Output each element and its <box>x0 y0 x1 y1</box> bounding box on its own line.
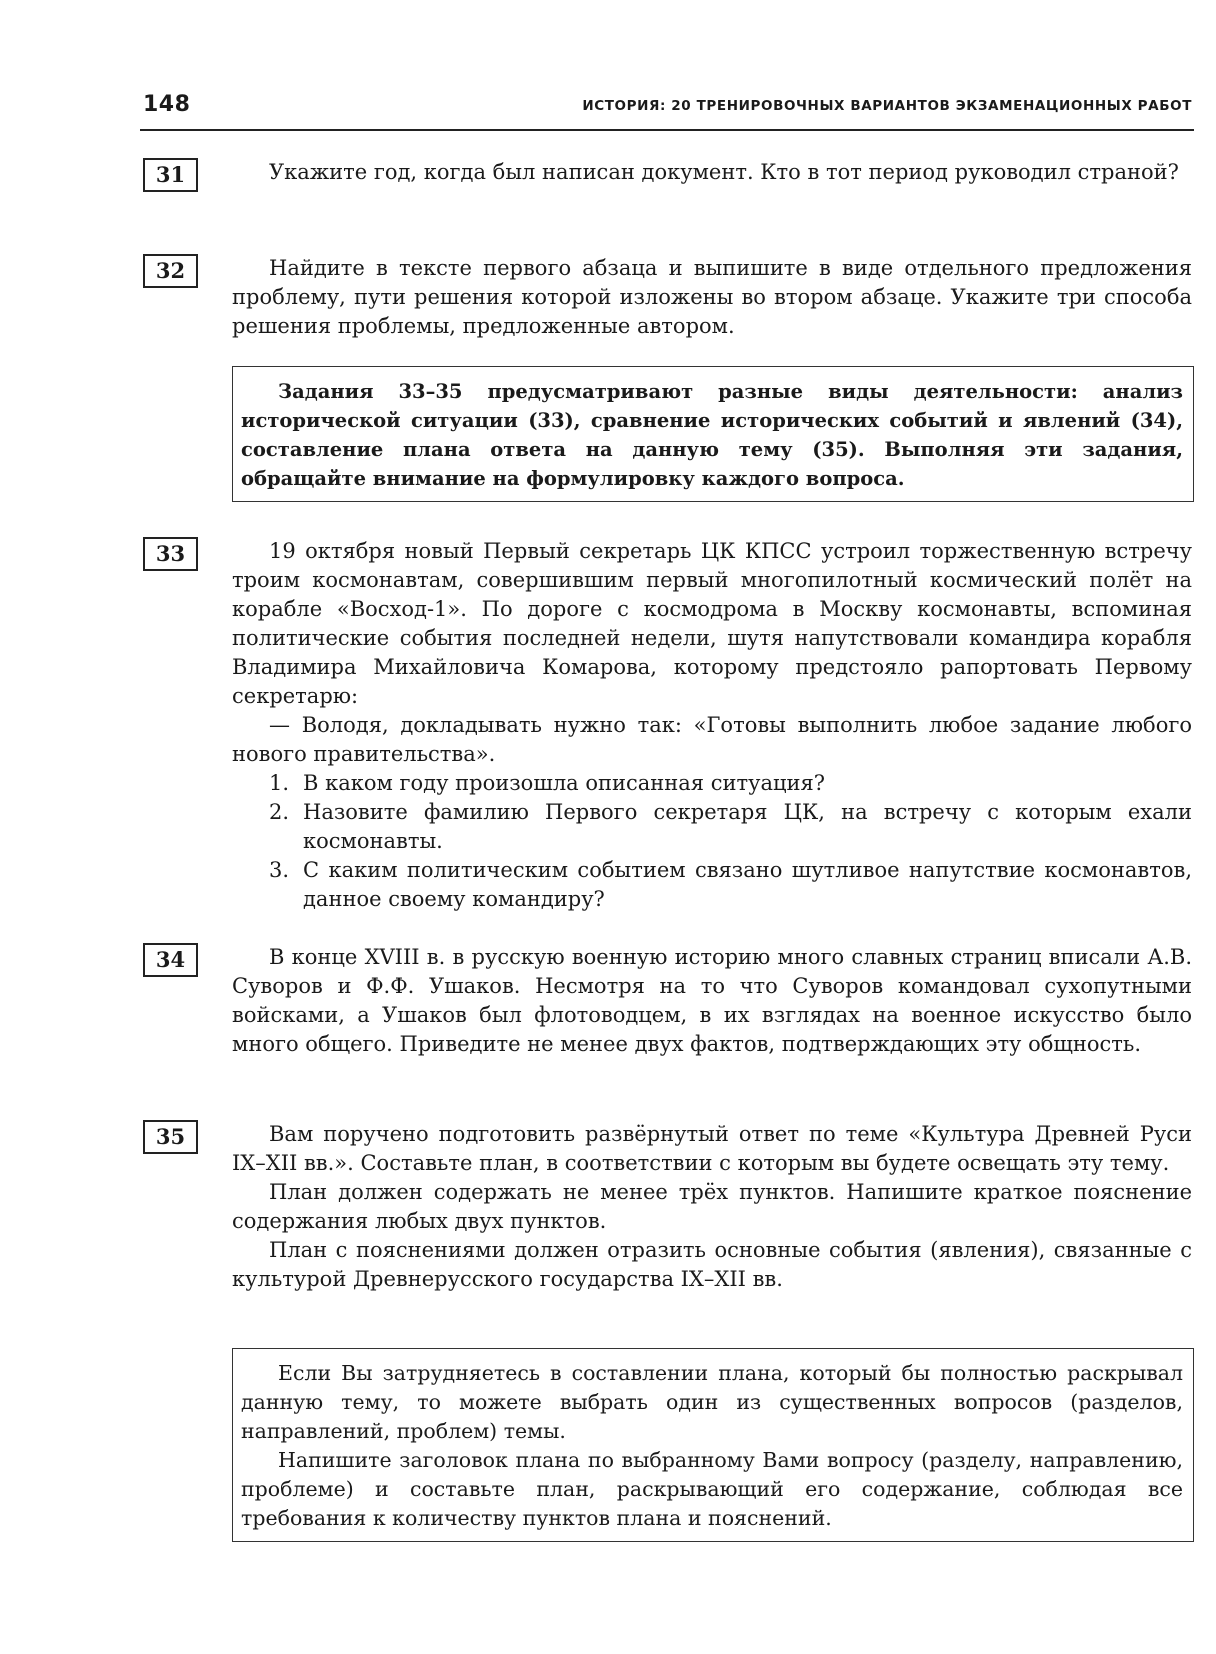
task-35-text <box>232 1120 1192 1294</box>
question-number: 1. <box>269 771 290 795</box>
task-33-quote: — Володя, докладывать нужно так: «Готовы выполнить любое задание любого нового правительства». <box>232 713 1192 766</box>
task-number-32: 32 <box>143 254 198 288</box>
question-text: В каком году произошла описанная ситуация? <box>303 771 825 795</box>
task-33-text <box>232 537 1192 914</box>
question-item <box>232 856 1192 914</box>
task-number-33: 33 <box>143 537 198 571</box>
task-34-paragraph: В конце XVIII в. в русскую военную историю много славных страниц вписали А.В. Суворов и Ф.Ф. Ушаков. Несмотря на то что Суворов командовал сухопутными войсками, а Ушаков был флотоводцем, в их взглядах на военное искусство было много общего. Приведите не менее двух фактов, подтверждающих эту общность. <box>232 945 1192 1056</box>
task-31-paragraph: Укажите год, когда был написан документ. Кто в тот период руководил страной? <box>269 160 1179 184</box>
running-title: ИСТОРИЯ: 20 ТРЕНИРОВОЧНЫХ ВАРИАНТОВ ЭКЗАМЕНАЦИОННЫХ РАБОТ <box>582 98 1192 114</box>
task-34-text <box>232 943 1192 1059</box>
task-35-paragraph-2: План должен содержать не менее трёх пунктов. Напишите краткое пояснение содержания любых двух пунктов. <box>232 1180 1192 1233</box>
task-number-31: 31 <box>143 158 198 192</box>
task-33-paragraph: 19 октября новый Первый секретарь ЦК КПСС устроил торжественную встречу троим космонавтам, совершившим первый многопилотный космический полёт на корабле «Восход-1». По дороге с космодрома в Москву космонавты, вспоминая политические события последней недели, шутя напутствовали командира корабля Владимира Михайловича Комарова, которому предстояло рапортовать Первому секретарю: <box>232 539 1192 708</box>
header-rule <box>140 129 1194 131</box>
task-number-34: 34 <box>143 943 198 977</box>
question-text: С каким политическим событием связано шутливое напутствие космонавтов, данное своему командиру? <box>303 858 1192 911</box>
task-31-text <box>232 158 1192 187</box>
task-number-35: 35 <box>143 1120 198 1154</box>
question-text: Назовите фамилию Первого секретаря ЦК, на встречу с которым ехали космонавты. <box>303 800 1192 853</box>
plan-help-paragraph-1: Если Вы затрудняетесь в составлении плана, который бы полностью раскрывал данную тему, то можете выбрать один из существенных вопросов (разделов, направлений, проблем) темы. <box>241 1361 1183 1443</box>
question-number: 3. <box>269 858 290 882</box>
task-33-questions <box>232 769 1192 914</box>
instructions-box-33-35 <box>232 366 1194 502</box>
instructions-text: Задания 33–35 предусматривают разные виды деятельности: анализ исторической ситуации (33), сравнение исторических событий и явлений (34), составление плана ответа на данную тему (35). Выполняя эти задания, обращайте внимание на формулировку каждого вопроса. <box>241 380 1183 490</box>
question-number: 2. <box>269 800 290 824</box>
question-item <box>232 798 1192 856</box>
plan-help-box <box>232 1348 1194 1542</box>
task-32-paragraph: Найдите в тексте первого абзаца и выпишите в виде отдельного предложения проблему, пути решения которой изложены во втором абзаце. Укажите три способа решения проблемы, предложенные автором. <box>232 256 1192 338</box>
page-number: 148 <box>143 92 191 117</box>
task-35-paragraph-1: Вам поручено подготовить развёрнутый ответ по теме «Культура Древней Руси IX–XII вв.». Составьте план, в соответствии с которым вы будете освещать эту тему. <box>232 1122 1192 1175</box>
question-item <box>232 769 1192 798</box>
plan-help-paragraph-2: Напишите заголовок плана по выбранному Вами вопросу (разделу, направлению, проблеме) и составьте план, раскрывающий его содержание, соблюдая все требования к количеству пунктов плана и пояснений. <box>241 1448 1183 1530</box>
task-32-text <box>232 254 1192 341</box>
task-35-paragraph-3: План с пояснениями должен отразить основные события (явления), связанные с культурой Древнерусского государства IX–XII вв. <box>232 1238 1192 1291</box>
